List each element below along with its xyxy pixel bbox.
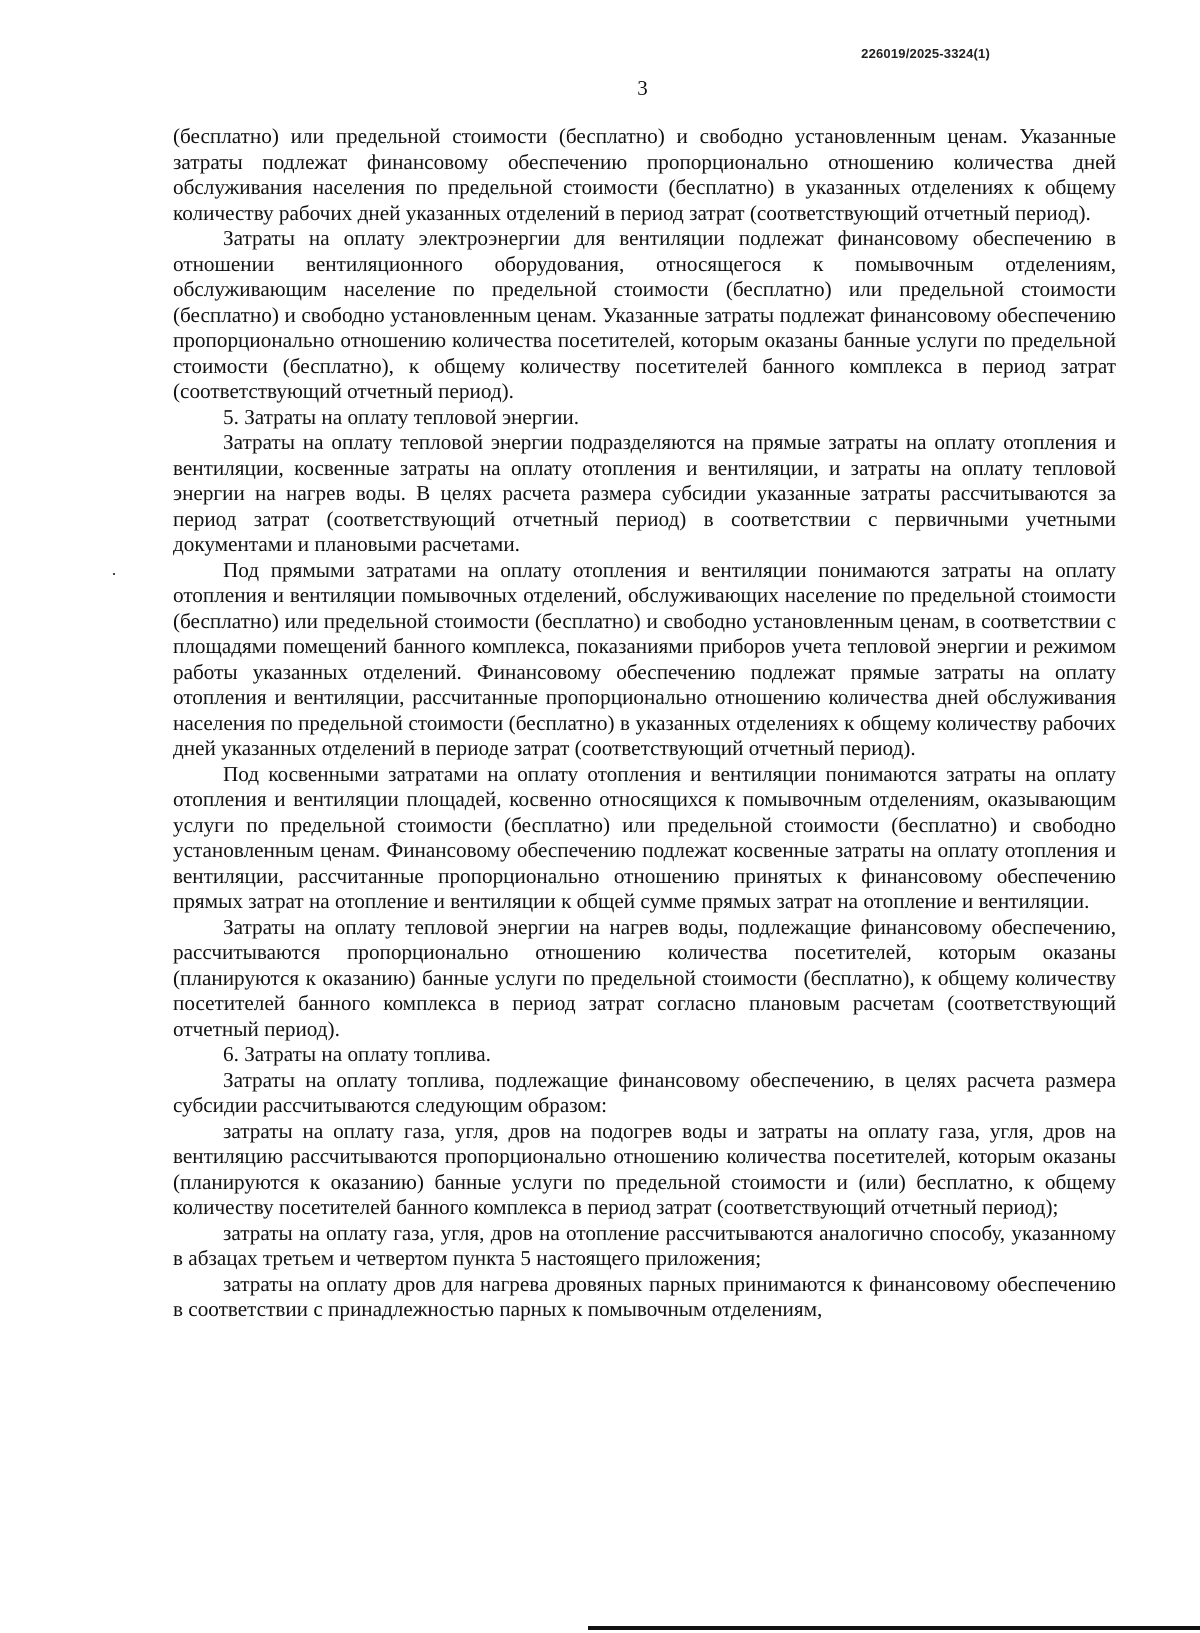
list-item: затраты на оплату газа, угля, дров на отопление рассчитываются аналогично способу, указанному в абзацах третьем и четвертом пункта 5 настоящего приложения; xyxy=(173,1220,1116,1270)
paragraph: Под прямыми затратами на оплату отопления и вентиляции понимаются затраты на оплату отопления и вентиляции помывочных отделений, обслуживающих население по предельной стоимости (бесплатно) или предельной стоимости (бесплатно) и свободно установленным ценам, в соответствии с площадями помещений банного комплекса, показаниями приборов учета тепловой энергии и режимом работы указанных отделений. Финансовому обеспечению подлежат прямые затраты на оплату отопления и вентиляции, рассчитанные пропорционально отношению количества дней обслуживания населения по предельной стоимости (бесплатно) в указанных отделениях к общему количеству рабочих дней указанных отделений в периоде затрат (соответствующий отчетный период). xyxy=(173,557,1116,760)
paragraph: Затраты на оплату тепловой энергии подразделяются на прямые затраты на оплату отопления и вентиляции, косвенные затраты на оплату отопления и вентиляции, и затраты на оплату тепловой энергии на нагрев воды. В целях расчета размера субсидии указанные затраты рассчитываются за период затрат (соответствующий отчетный период) в соответствии с первичными учетными документами и плановыми расчетами. xyxy=(173,430,1116,556)
document-body xyxy=(173,124,1116,1323)
page-number: 3 xyxy=(637,76,648,100)
list-item: затраты на оплату дров для нагрева дровяных парных принимаются к финансовому обеспечению в соответствии с принадлежностью парных к помывочным отделениям, xyxy=(173,1271,1116,1321)
scan-bottom-edge xyxy=(588,1626,1200,1630)
paragraph: Затраты на оплату электроэнергии для вентиляции подлежат финансовому обеспечению в отношении вентиляционного оборудования, относящегося к помывочным отделениям, обслуживающим население по предельной стоимости (бесплатно) или предельной стоимости (бесплатно) и свободно установленным ценам. Указанные затраты подлежат финансовому обеспечению пропорционально отношению количества посетителей, которым оказаны банные услуги по предельной стоимости (бесплатно), к общему количеству посетителей банного комплекса в период затрат (соответствующий отчетный период). xyxy=(173,226,1116,403)
section-heading-5: 5. Затраты на оплату тепловой энергии. xyxy=(223,404,580,429)
paragraph: Затраты на оплату тепловой энергии на нагрев воды, подлежащие финансовому обеспечению, рассчитываются пропорционально отношению количества посетителей, которым оказаны (планируются к оказанию) банные услуги по предельной стоимости (бесплатно), к общему количеству посетителей банного комплекса в период затрат согласно плановым расчетам (соответствующий отчетный период). xyxy=(173,914,1116,1041)
list-item: затраты на оплату газа, угля, дров на подогрев воды и затраты на оплату газа, угля, дров на вентиляцию рассчитываются пропорционально отношению количества посетителей, которым оказаны (планируются к оказанию) банные услуги по предельной стоимости и (или) бесплатно, к общему количеству посетителей банного комплекса в период затрат (соответствующий отчетный период); xyxy=(173,1118,1116,1219)
document-registration-number: 226019/2025-3324(1) xyxy=(861,46,990,61)
paragraph: Затраты на оплату топлива, подлежащие финансовому обеспечению, в целях расчета размера субсидии рассчитываются следующим образом: xyxy=(173,1067,1116,1117)
paragraph-continuation: (бесплатно) или предельной стоимости (бесплатно) и свободно установленным ценам. Указанные затраты подлежат финансовому обеспечению пропорционально отношению количества дней обслуживания населения по предельной стоимости (бесплатно) в указанных отделениях к общему количеству рабочих дней указанных отделений в период затрат (соответствующий отчетный период). xyxy=(173,124,1116,225)
paragraph: Под косвенными затратами на оплату отопления и вентиляции понимаются затраты на оплату отопления и вентиляции площадей, косвенно относящихся к помывочным отделениям, оказывающим услуги по предельной стоимости (бесплатно) или предельной стоимости (бесплатно) и свободно установленным ценам. Финансовому обеспечению подлежат косвенные затраты на оплату отопления и вентиляции, рассчитанные пропорционально отношению принятых к финансовому обеспечению прямых затрат на отопление и вентиляции к общей сумме прямых затрат на отопление и вентиляции. xyxy=(173,761,1116,913)
section-heading-6: 6. Затраты на оплату топлива. xyxy=(223,1042,491,1066)
scan-speck xyxy=(113,573,115,575)
